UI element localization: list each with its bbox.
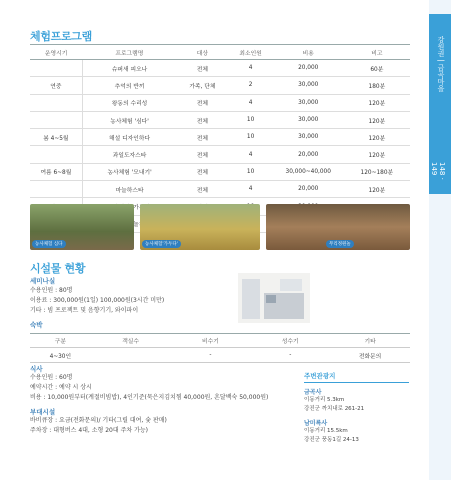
- table-row: [30, 163, 410, 180]
- photo-caption: 농사체험 심다: [32, 240, 66, 248]
- season-cell: 봄 4~5월: [30, 129, 82, 146]
- min-cell: 10: [228, 129, 272, 146]
- meal-line: 예약시간 : 예약 시 상시: [30, 384, 92, 391]
- program-name: 농사체험 '심다': [82, 111, 176, 128]
- page-numbers: 148 · 149: [430, 162, 446, 180]
- room-col-offpeak: 비수기: [171, 334, 251, 348]
- col-target: 대상: [176, 45, 228, 60]
- section-title-program: 체험프로그램: [30, 30, 92, 43]
- table-row: [30, 129, 410, 146]
- season-cell: [30, 146, 82, 163]
- min-cell: 4: [228, 146, 272, 163]
- room-col-count: 객실수: [91, 334, 171, 348]
- extra-heading: 부대시설: [30, 408, 56, 416]
- nearby-name: 금곡사: [304, 389, 322, 396]
- room-type: 4~30인: [30, 348, 91, 363]
- target-cell: 전체: [176, 94, 228, 111]
- min-cell: 4: [228, 94, 272, 111]
- program-name: 슈퍼새 피오나: [82, 60, 176, 77]
- lodging-heading: 숙박: [30, 321, 43, 329]
- nearby-distance: 이동거리 5.3km: [304, 397, 345, 403]
- note-cell: 120분: [344, 111, 410, 128]
- room-offpeak: -: [171, 348, 251, 363]
- program-name: 마늘하스타: [82, 181, 176, 198]
- program-name: 놀자: [82, 215, 176, 232]
- season-cell: 연중: [30, 77, 82, 94]
- target-cell: 전체: [176, 146, 228, 163]
- note-cell: 120~180분: [344, 163, 410, 180]
- seminar-line: 기타 : 빔 프로젝트 및 음향기기, 와이파이: [30, 307, 139, 314]
- photo-group: [266, 204, 410, 250]
- note-cell: 120분: [344, 181, 410, 198]
- nearby-attractions: [304, 371, 414, 445]
- season-cell: [30, 111, 82, 128]
- kitchen-illustration: [238, 273, 310, 323]
- season-cell: [30, 60, 82, 77]
- program-name: 해설 디자인하다: [82, 129, 176, 146]
- min-cell: 10: [228, 163, 272, 180]
- nearby-distance: 이동거리 15.5km: [304, 428, 348, 434]
- seminar-heading: 세미나실: [30, 277, 56, 285]
- photo-strip: [30, 204, 410, 250]
- note-cell: 120분: [344, 146, 410, 163]
- extra-line: 주차장 : 대형버스 4대, 소형 20대 주차 가능): [30, 427, 149, 434]
- note-cell: 60분: [344, 60, 410, 77]
- photo-planting: [30, 204, 134, 250]
- col-min: 최소인원: [228, 45, 272, 60]
- extra-line: 바비큐장 : 요금(전화문의)/ 기타(그릴 대여, 숯 판매): [30, 417, 167, 424]
- cost-cell: 30,000: [273, 111, 344, 128]
- table-row: [30, 146, 410, 163]
- room-table: [30, 333, 410, 363]
- min-cell: 4: [228, 181, 272, 198]
- cost-cell: 20,000: [273, 181, 344, 198]
- side-accent: [429, 14, 451, 194]
- target-cell: 가족, 단체: [176, 77, 228, 94]
- table-row: [30, 77, 410, 94]
- col-name: 프로그램명: [82, 45, 176, 60]
- col-cost: 비용: [273, 45, 344, 60]
- season-cell: 여름 6~8월: [30, 163, 82, 180]
- target-cell: 전체: [176, 181, 228, 198]
- table-row: [30, 348, 410, 363]
- meal-info: [30, 373, 268, 403]
- photo-caption: 무리정원놀: [326, 240, 354, 248]
- table-row: [30, 181, 410, 198]
- program-name: 농사체험 '모내기': [82, 163, 176, 180]
- room-count: [91, 348, 171, 363]
- program-name: 과일도자스타: [82, 146, 176, 163]
- side-tab: [429, 0, 451, 480]
- nearby-title: 주변관광지: [304, 371, 409, 383]
- cost-cell: 20,000: [273, 146, 344, 163]
- cost-cell: 30,000~40,000: [273, 163, 344, 180]
- room-col-peak: 성수기: [250, 334, 330, 348]
- room-col-etc: 기타: [330, 334, 410, 348]
- cost-cell: 20,000: [273, 60, 344, 77]
- col-note: 비고: [344, 45, 410, 60]
- min-cell: 2: [228, 77, 272, 94]
- seminar-line: 이용료 : 300,000원(1일) 100,000원(3시간 미만): [30, 297, 165, 304]
- cost-cell: 30,000: [273, 94, 344, 111]
- room-photo: [238, 273, 310, 323]
- min-cell: 4: [228, 60, 272, 77]
- room-col-type: 구분: [30, 334, 91, 348]
- cost-cell: 30,000: [273, 129, 344, 146]
- meal-heading: 식사: [30, 365, 43, 373]
- table-row: [30, 60, 410, 77]
- table-row: [30, 111, 410, 128]
- note-cell: 120분: [344, 94, 410, 111]
- target-cell: 전체: [176, 129, 228, 146]
- nearby-address: 강진군 까치내로 261-21: [304, 406, 365, 412]
- side-region-label: 강원권 | 금곡마을: [437, 36, 445, 92]
- extra-info: [30, 416, 167, 436]
- target-cell: 전체: [176, 163, 228, 180]
- photo-harvest: [140, 204, 260, 250]
- col-season: 운영시기: [30, 45, 82, 60]
- min-cell: 10: [228, 111, 272, 128]
- cost-cell: 30,000: [273, 77, 344, 94]
- season-cell: [30, 181, 82, 198]
- meal-line: 비용 : 10,000원부터(계절비빔밥), 4인기준(묵은지김치찜 40,000원, 흔달백숙 50,000원): [30, 394, 269, 401]
- program-name: 추억의 반끼: [82, 77, 176, 94]
- section-title-facility: 시설물 현황: [30, 262, 86, 275]
- seminar-line: 수용인원 : 80명: [30, 287, 73, 294]
- season-cell: [30, 94, 82, 111]
- nearby-name: 남미륵사: [304, 420, 328, 427]
- nearby-address: 강진군 풍동1길 24-13: [304, 437, 359, 443]
- room-peak: -: [250, 348, 330, 363]
- note-cell: 120분: [344, 129, 410, 146]
- table-row: [30, 94, 410, 111]
- meal-line: 수용인원 : 60명: [30, 374, 73, 381]
- note-cell: 180분: [344, 77, 410, 94]
- target-cell: 전체: [176, 111, 228, 128]
- program-name: 왕동의 수리성: [82, 94, 176, 111]
- target-cell: 전체: [176, 60, 228, 77]
- seminar-info: [30, 286, 164, 316]
- room-etc: 전화문의: [330, 348, 410, 363]
- photo-caption: 농사체험'가두다': [142, 240, 181, 248]
